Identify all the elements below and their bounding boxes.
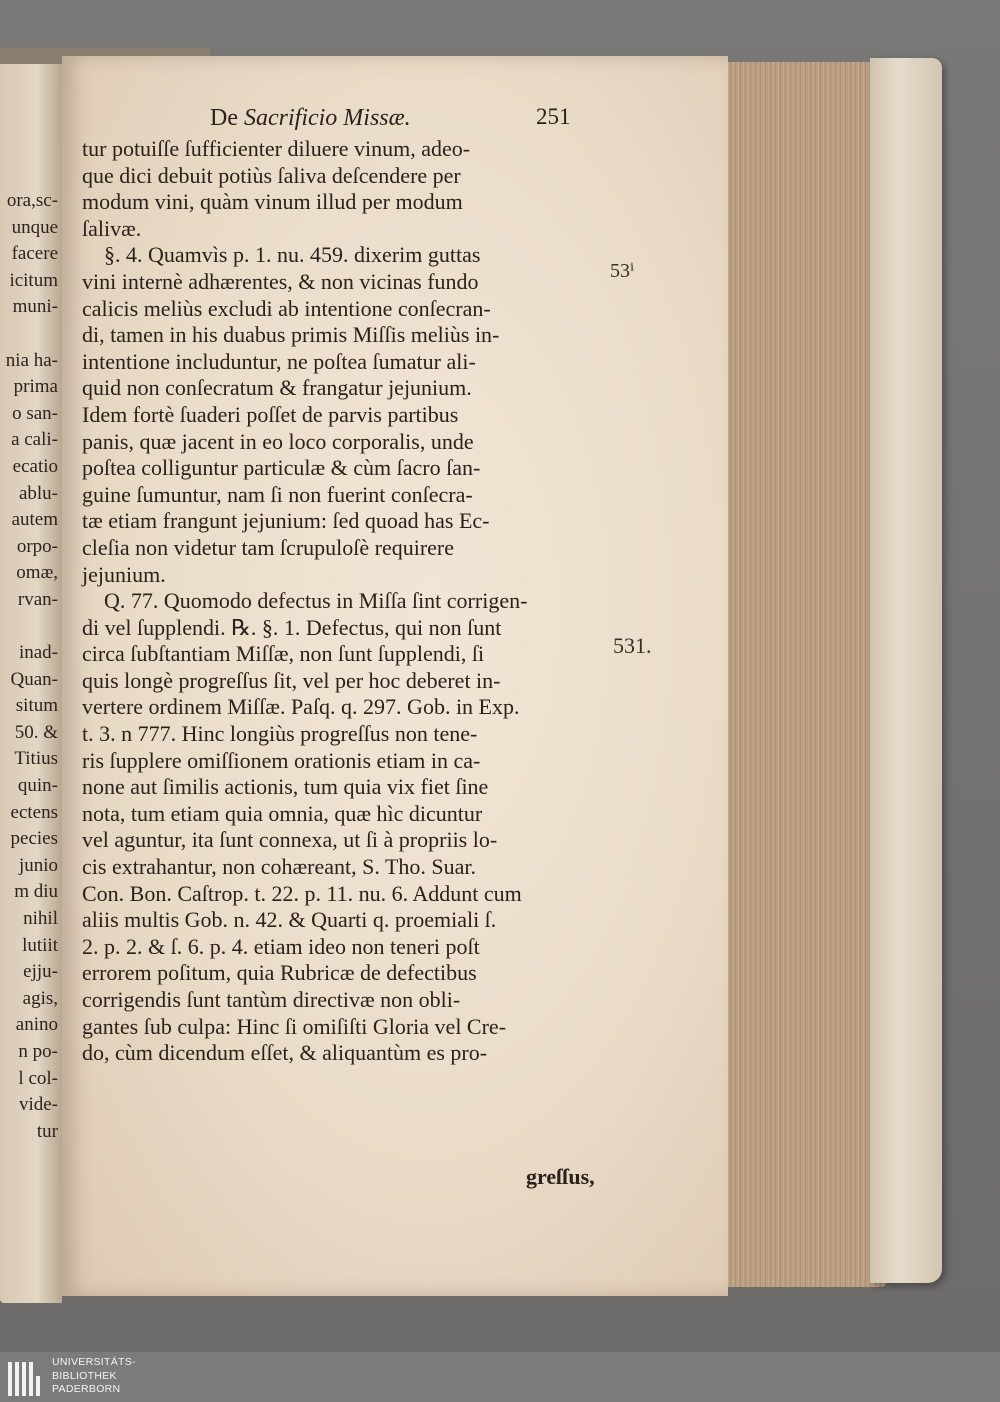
left-page-line: rvan- bbox=[17, 588, 58, 610]
library-name bbox=[52, 1356, 136, 1397]
text-line: nota, tum etiam quia omnia, quæ hìc dicuntur bbox=[82, 800, 483, 826]
text-line: quis longè progreſſus ſit, vel per hoc deberet in- bbox=[82, 667, 501, 693]
body-text bbox=[82, 136, 602, 1067]
text-line: aliis multis Gob. n. 42. & Quarti q. proemiali ſ. bbox=[82, 907, 497, 933]
left-page-line: a cali- bbox=[11, 429, 58, 451]
left-page-line bbox=[0, 321, 60, 348]
text-line: corrigendis ſunt tantùm directivæ non obli- bbox=[82, 987, 461, 1012]
left-page-line: facere bbox=[11, 243, 58, 265]
left-page-line: nihil bbox=[23, 908, 58, 930]
left-page-line: 50. & bbox=[14, 721, 58, 743]
text-line: cis extrahantur, non cohæreant, S. Tho. Suar. bbox=[82, 854, 477, 880]
text-line: t. 3. n 777. Hinc longiùs progreſſus non tene- bbox=[82, 721, 478, 747]
left-page-line: ejju- bbox=[23, 961, 58, 983]
left-page-line: m diu bbox=[14, 881, 58, 903]
left-page-line: nia ha- bbox=[5, 349, 58, 371]
page-number: 251 bbox=[536, 104, 571, 129]
text-line: Con. Bon. Caſtrop. t. 22. p. 11. nu. 6. Addunt cum bbox=[82, 880, 522, 906]
margin-note: 531. bbox=[613, 633, 652, 658]
left-page-line: autem bbox=[11, 509, 58, 531]
text-line: guine ſumuntur, nam ſi non fuerint conſecra- bbox=[82, 481, 473, 507]
left-page-line: Quan- bbox=[10, 668, 58, 690]
left-page-line: omæ, bbox=[16, 562, 58, 584]
left-page-line: ectens bbox=[10, 801, 58, 823]
left-page-line: pecies bbox=[10, 828, 58, 850]
left-page-text bbox=[0, 188, 60, 1145]
left-page-line: unque bbox=[11, 216, 58, 238]
text-line: cleſia non videtur tam ſcrupuloſè requirere bbox=[82, 534, 455, 560]
text-line: Idem fortè ſuaderi poſſet de parvis partibus bbox=[82, 401, 459, 427]
text-line: quid non conſecratum & frangatur jejunium. bbox=[82, 375, 472, 401]
running-head bbox=[210, 105, 411, 132]
text-line: di, tamen in his duabus primis Miſſis meliùs in- bbox=[82, 322, 500, 348]
left-page-line: l col- bbox=[18, 1067, 58, 1089]
text-line: do, cùm dicendum eſſet, & aliquantùm es pro- bbox=[82, 1040, 488, 1066]
left-page-line: vide- bbox=[18, 1094, 58, 1116]
text-line: jejunium. bbox=[82, 561, 166, 587]
text-line: ris ſupplere omiſſionem orationis etiam in ca- bbox=[82, 747, 481, 773]
left-page-line: situm bbox=[15, 695, 58, 717]
text-line: poſtea colliguntur particulæ & cùm ſacro ſan- bbox=[82, 455, 481, 481]
text-line: vini internè adhærentes, & non vicinas fundo bbox=[82, 268, 479, 294]
book-fore-edge bbox=[722, 62, 887, 1287]
catchword: greſſus, bbox=[526, 1164, 595, 1189]
margin-note: 53ⁱ bbox=[610, 260, 635, 282]
text-line: none aut ſimilis actionis, tum quia vix fiet ſine bbox=[82, 774, 489, 800]
text-line: panis, quæ jacent in eo loco corporalis, unde bbox=[82, 428, 474, 454]
left-page-line: ablu- bbox=[18, 482, 58, 504]
left-page-line: Titius bbox=[14, 748, 58, 770]
text-line: modum vini, quàm vinum illud per modum bbox=[82, 189, 463, 215]
footer-banner bbox=[0, 1352, 1000, 1402]
text-line: gantes ſub culpa: Hinc ſi omiſiſti Gloria vel Cre- bbox=[82, 1013, 507, 1039]
running-head-title: Sacrificio Missæ. bbox=[243, 105, 411, 131]
left-page-line: o san- bbox=[12, 402, 58, 424]
left-page-line: anino bbox=[15, 1014, 58, 1036]
text-line: que dici debuit potiùs ſaliva deſcendere per bbox=[82, 162, 461, 188]
left-page-line: prima bbox=[13, 376, 58, 398]
text-line: vertere ordinem Miſſæ. Paſq. q. 297. Gob. in Exp. bbox=[82, 694, 520, 720]
left-page-line: icitum bbox=[9, 269, 58, 291]
left-page-line: inad- bbox=[18, 642, 58, 664]
library-name-line: PADERBORN bbox=[52, 1383, 121, 1395]
left-page-line: muni- bbox=[12, 296, 58, 318]
left-page-line: n po- bbox=[18, 1041, 58, 1062]
left-page-line: junio bbox=[18, 854, 58, 876]
left-page-line: ora,sc- bbox=[6, 190, 58, 211]
text-line: tur potuiſſe ſufficienter diluere vinum, adeo- bbox=[82, 136, 471, 161]
text-line: calicis meliùs excludi ab intentione conſecran- bbox=[82, 295, 491, 321]
text-line: errorem poſitum, quia Rubricæ de defectibus bbox=[82, 960, 477, 986]
left-page-line: agis, bbox=[22, 987, 58, 1009]
running-head-prefix: De bbox=[210, 105, 238, 131]
left-page-line: orpo- bbox=[16, 535, 58, 557]
text-line: 2. p. 2. & ſ. 6. p. 4. etiam ideo non teneri poſt bbox=[82, 933, 480, 959]
text-line: di vel ſupplendi. ℞. §. 1. Defectus, qui non ſunt bbox=[82, 614, 502, 640]
text-line: Q. 77. Quomodo defectus in Miſſa ſint corrigen- bbox=[104, 588, 528, 614]
left-page-line: quin- bbox=[17, 775, 58, 797]
left-page bbox=[0, 48, 62, 1303]
left-page-line: tur bbox=[36, 1120, 58, 1142]
text-line: vel aguntur, ita ſunt connexa, ut ſi à propriis lo- bbox=[82, 827, 498, 853]
library-bars-icon bbox=[8, 1358, 44, 1396]
library-name-line: BIBLIOTHEK bbox=[52, 1369, 117, 1382]
book-cover bbox=[870, 58, 942, 1283]
library-name-line: UNIVERSITÄTS- bbox=[52, 1356, 136, 1368]
text-line: tæ etiam frangunt jejunium: ſed quoad has Ec- bbox=[82, 508, 490, 534]
left-page-line bbox=[0, 614, 60, 641]
left-page-line: ecatio bbox=[12, 455, 58, 477]
text-line: intentione includuntur, ne poſtea ſumatur ali- bbox=[82, 348, 476, 374]
text-line: §. 4. Quamvìs p. 1. nu. 459. dixerim guttas bbox=[104, 242, 481, 268]
left-page-line: lutiit bbox=[22, 934, 58, 956]
text-line: circa ſubſtantiam Miſſæ, non ſunt ſupplendi, ſi bbox=[82, 641, 485, 667]
text-line: ſalivæ. bbox=[82, 215, 142, 241]
